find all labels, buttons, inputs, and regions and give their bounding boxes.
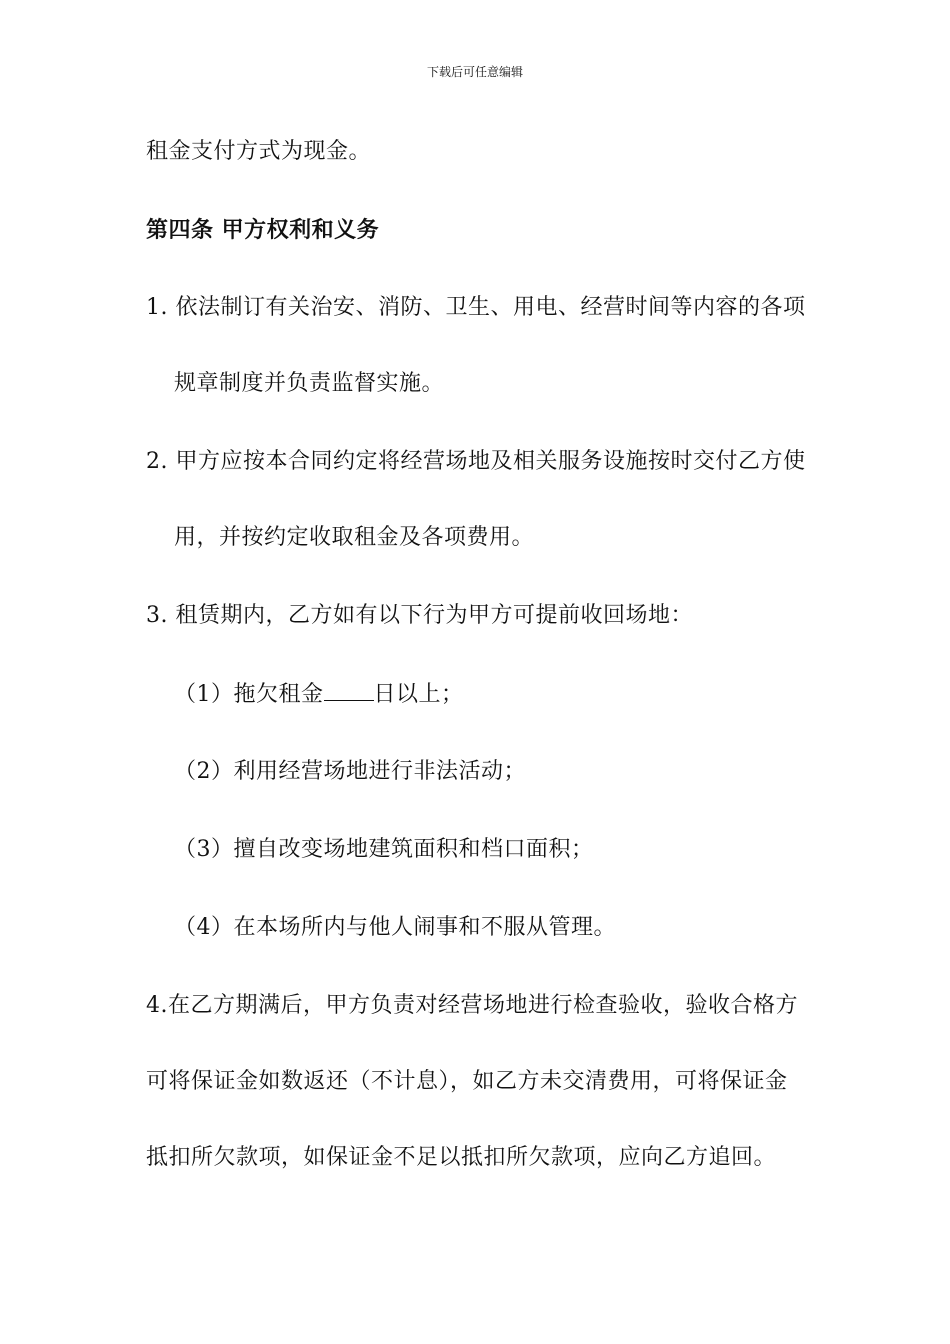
payment-method-line: 租金支付方式为现金。 [146,139,372,164]
page-header-note: 下载后可任意编辑 [426,65,523,79]
item-4-line-2: 可将保证金如数返还（不计息），如乙方未交清费用，可将保证金 [146,1069,788,1094]
sub-item-1-prefix: （1）拖欠租金 [174,682,324,707]
item-1-line-2: 规章制度并负责监督实施。 [174,371,445,396]
sub-item-1 [174,680,464,709]
article-heading: 第四条 甲方权利和义务 [146,217,380,243]
item-4-line-3: 抵扣所欠款项，如保证金不足以抵扣所欠款项，应向乙方追回。 [146,1145,777,1170]
fill-in-blank [324,680,374,701]
item-2-line-1: 2. 甲方应按本合同约定将经营场地及相关服务设施按时交付乙方使 [146,449,806,474]
sub-item-3: （3）擅自改变场地建筑面积和档口面积； [174,837,594,862]
item-1-line-1: 1. 依法制订有关治安、消防、卫生、用电、经营时间等内容的各项 [146,295,806,320]
sub-item-2: （2）利用经营场地进行非法活动； [174,759,526,784]
sub-item-4: （4）在本场所内与他人闹事和不服从管理。 [174,915,616,940]
item-3-line: 3. 租赁期内，乙方如有以下行为甲方可提前收回场地： [146,603,693,628]
item-4-line-1: 4.在乙方期满后，甲方负责对经营场地进行检查验收，验收合格方 [146,993,798,1018]
item-2-line-2: 用，并按约定收取租金及各项费用。 [174,525,535,550]
sub-item-1-suffix: 日以上； [373,682,464,707]
